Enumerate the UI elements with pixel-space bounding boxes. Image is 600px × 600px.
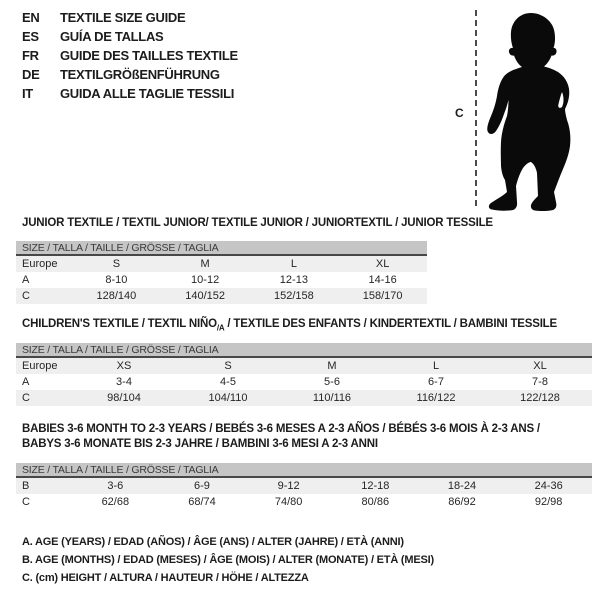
footnote-age-years: A. AGE (YEARS) / EDAD (AÑOS) / ÂGE (ANS) / ALTER (JAHRE) / ETÀ (ANNI) <box>22 536 404 548</box>
children-title-suffix: / TEXTILE DES ENFANTS / KINDERTEXTIL / BAMBINI TESSILE <box>224 318 557 330</box>
size-cell: M <box>327 360 337 372</box>
table-row-height <box>16 288 427 304</box>
height-cell: 92/98 <box>534 496 563 508</box>
language-title-block <box>22 8 238 103</box>
children-title-subscript: /A <box>216 323 225 333</box>
size-cell: S <box>224 360 232 372</box>
months-cell: 3-6 <box>107 480 124 492</box>
footnote-age-months: B. AGE (MONTHS) / EDAD (MESES) / ÂGE (MOIS) / ALTER (MONATE) / ETÀ (MESI) <box>22 554 434 566</box>
size-header-bar: SIZE / TALLA / TAILLE / GRÖSSE / TAGLIA <box>16 463 592 478</box>
guide-title: TEXTILGRÖßENFÜHRUNG <box>60 67 220 82</box>
table-row-age <box>16 374 592 390</box>
junior-size-table <box>16 241 427 304</box>
row-label: Europe <box>22 360 58 372</box>
language-code: EN <box>22 10 40 25</box>
age-cell: 5-6 <box>324 376 340 388</box>
footnote-height-cm: C. (cm) HEIGHT / ALTURA / HAUTEUR / HÖHE / ALTEZZA <box>22 572 309 584</box>
age-cell: 8-10 <box>105 274 128 286</box>
size-cell: XL <box>533 360 547 372</box>
row-label: C <box>22 290 30 302</box>
table-row-europe <box>16 358 592 374</box>
size-cell: M <box>200 258 210 270</box>
age-cell: 3-4 <box>116 376 132 388</box>
size-cell: XL <box>375 258 390 270</box>
months-cell: 9-12 <box>277 480 300 492</box>
age-cell: 4-5 <box>220 376 236 388</box>
babies-section-title <box>22 422 540 452</box>
height-cell: 122/128 <box>520 392 560 404</box>
height-cell: 104/110 <box>208 392 248 404</box>
age-cell: 12-13 <box>279 274 308 286</box>
height-cell: 98/104 <box>107 392 141 404</box>
guide-title: GUÍA DE TALLAS <box>60 29 164 44</box>
babies-title-line2: BABYS 3-6 MONATE BIS 2-3 JAHRE / BAMBINI 3-6 MESI A 2-3 ANNI <box>22 438 378 450</box>
language-row-de <box>22 65 238 84</box>
height-cell: 116/122 <box>416 392 456 404</box>
height-measure-dashed-line <box>475 10 477 206</box>
junior-section-title: JUNIOR TEXTILE / TEXTIL JUNIOR/ TEXTILE JUNIOR / JUNIORTEXTIL / JUNIOR TESSILE <box>22 217 493 229</box>
size-cell: L <box>290 258 297 270</box>
height-cell: 86/92 <box>448 496 476 508</box>
toddler-silhouette-image <box>485 6 590 214</box>
age-cell: 14-16 <box>368 274 397 286</box>
legend-footnotes <box>22 533 434 587</box>
row-label: Europe <box>22 258 58 270</box>
row-label: A <box>22 274 30 286</box>
language-code: ES <box>22 29 39 44</box>
table-row-height <box>16 494 592 510</box>
table-row-europe <box>16 256 427 272</box>
language-code: IT <box>22 86 33 101</box>
height-cell: 128/140 <box>96 290 137 302</box>
size-cell: L <box>432 360 440 372</box>
months-cell: 24-36 <box>534 480 563 492</box>
row-label: A <box>22 376 30 388</box>
babies-size-table <box>16 463 592 510</box>
height-cell: 68/74 <box>188 496 216 508</box>
row-label: B <box>22 480 30 492</box>
height-cell: 74/80 <box>274 496 303 508</box>
language-code: FR <box>22 48 39 63</box>
language-code: DE <box>22 67 40 82</box>
language-row-es <box>22 27 238 46</box>
children-title-prefix: CHILDREN'S TEXTILE / TEXTIL NIÑO <box>22 318 217 330</box>
children-section-title <box>22 317 557 332</box>
height-cell: 152/158 <box>273 290 314 302</box>
height-cell: 80/86 <box>361 496 390 508</box>
height-cell: 140/152 <box>185 290 225 302</box>
table-row-age <box>16 272 427 288</box>
language-row-fr <box>22 46 238 65</box>
age-cell: 7-8 <box>532 376 548 388</box>
height-cell: 158/170 <box>362 290 403 302</box>
table-row-months <box>16 478 592 494</box>
babies-title-line1: BABIES 3-6 MONTH TO 2-3 YEARS / BEBÉS 3-6 MESES A 2-3 AÑOS / BÉBÉS 3-6 MOIS À 2-3 ANS / <box>22 423 540 435</box>
height-cell: 110/116 <box>312 392 352 404</box>
size-cell: S <box>112 258 121 270</box>
months-cell: 6-9 <box>194 480 210 492</box>
size-header-bar: SIZE / TALLA / TAILLE / GRÖSSE / TAGLIA <box>16 343 592 358</box>
guide-title: GUIDE DES TAILLES TEXTILE <box>60 48 238 63</box>
height-cell: 62/68 <box>101 496 130 508</box>
months-cell: 12-18 <box>361 480 390 492</box>
months-cell: 18-24 <box>447 480 477 492</box>
table-row-height <box>16 390 592 406</box>
guide-title: GUIDA ALLE TAGLIE TESSILI <box>60 86 235 101</box>
guide-title: TEXTILE SIZE GUIDE <box>60 10 186 25</box>
age-cell: 6-7 <box>428 376 444 388</box>
language-row-it <box>22 84 238 103</box>
size-cell: XS <box>116 360 132 372</box>
row-label: C <box>22 392 30 404</box>
age-cell: 10-12 <box>191 274 220 286</box>
row-label: C <box>22 496 30 508</box>
language-row-en <box>22 8 238 27</box>
size-header-bar: SIZE / TALLA / TAILLE / GRÖSSE / TAGLIA <box>16 241 427 256</box>
height-measure-label: C <box>455 106 464 120</box>
children-size-table <box>16 343 592 406</box>
